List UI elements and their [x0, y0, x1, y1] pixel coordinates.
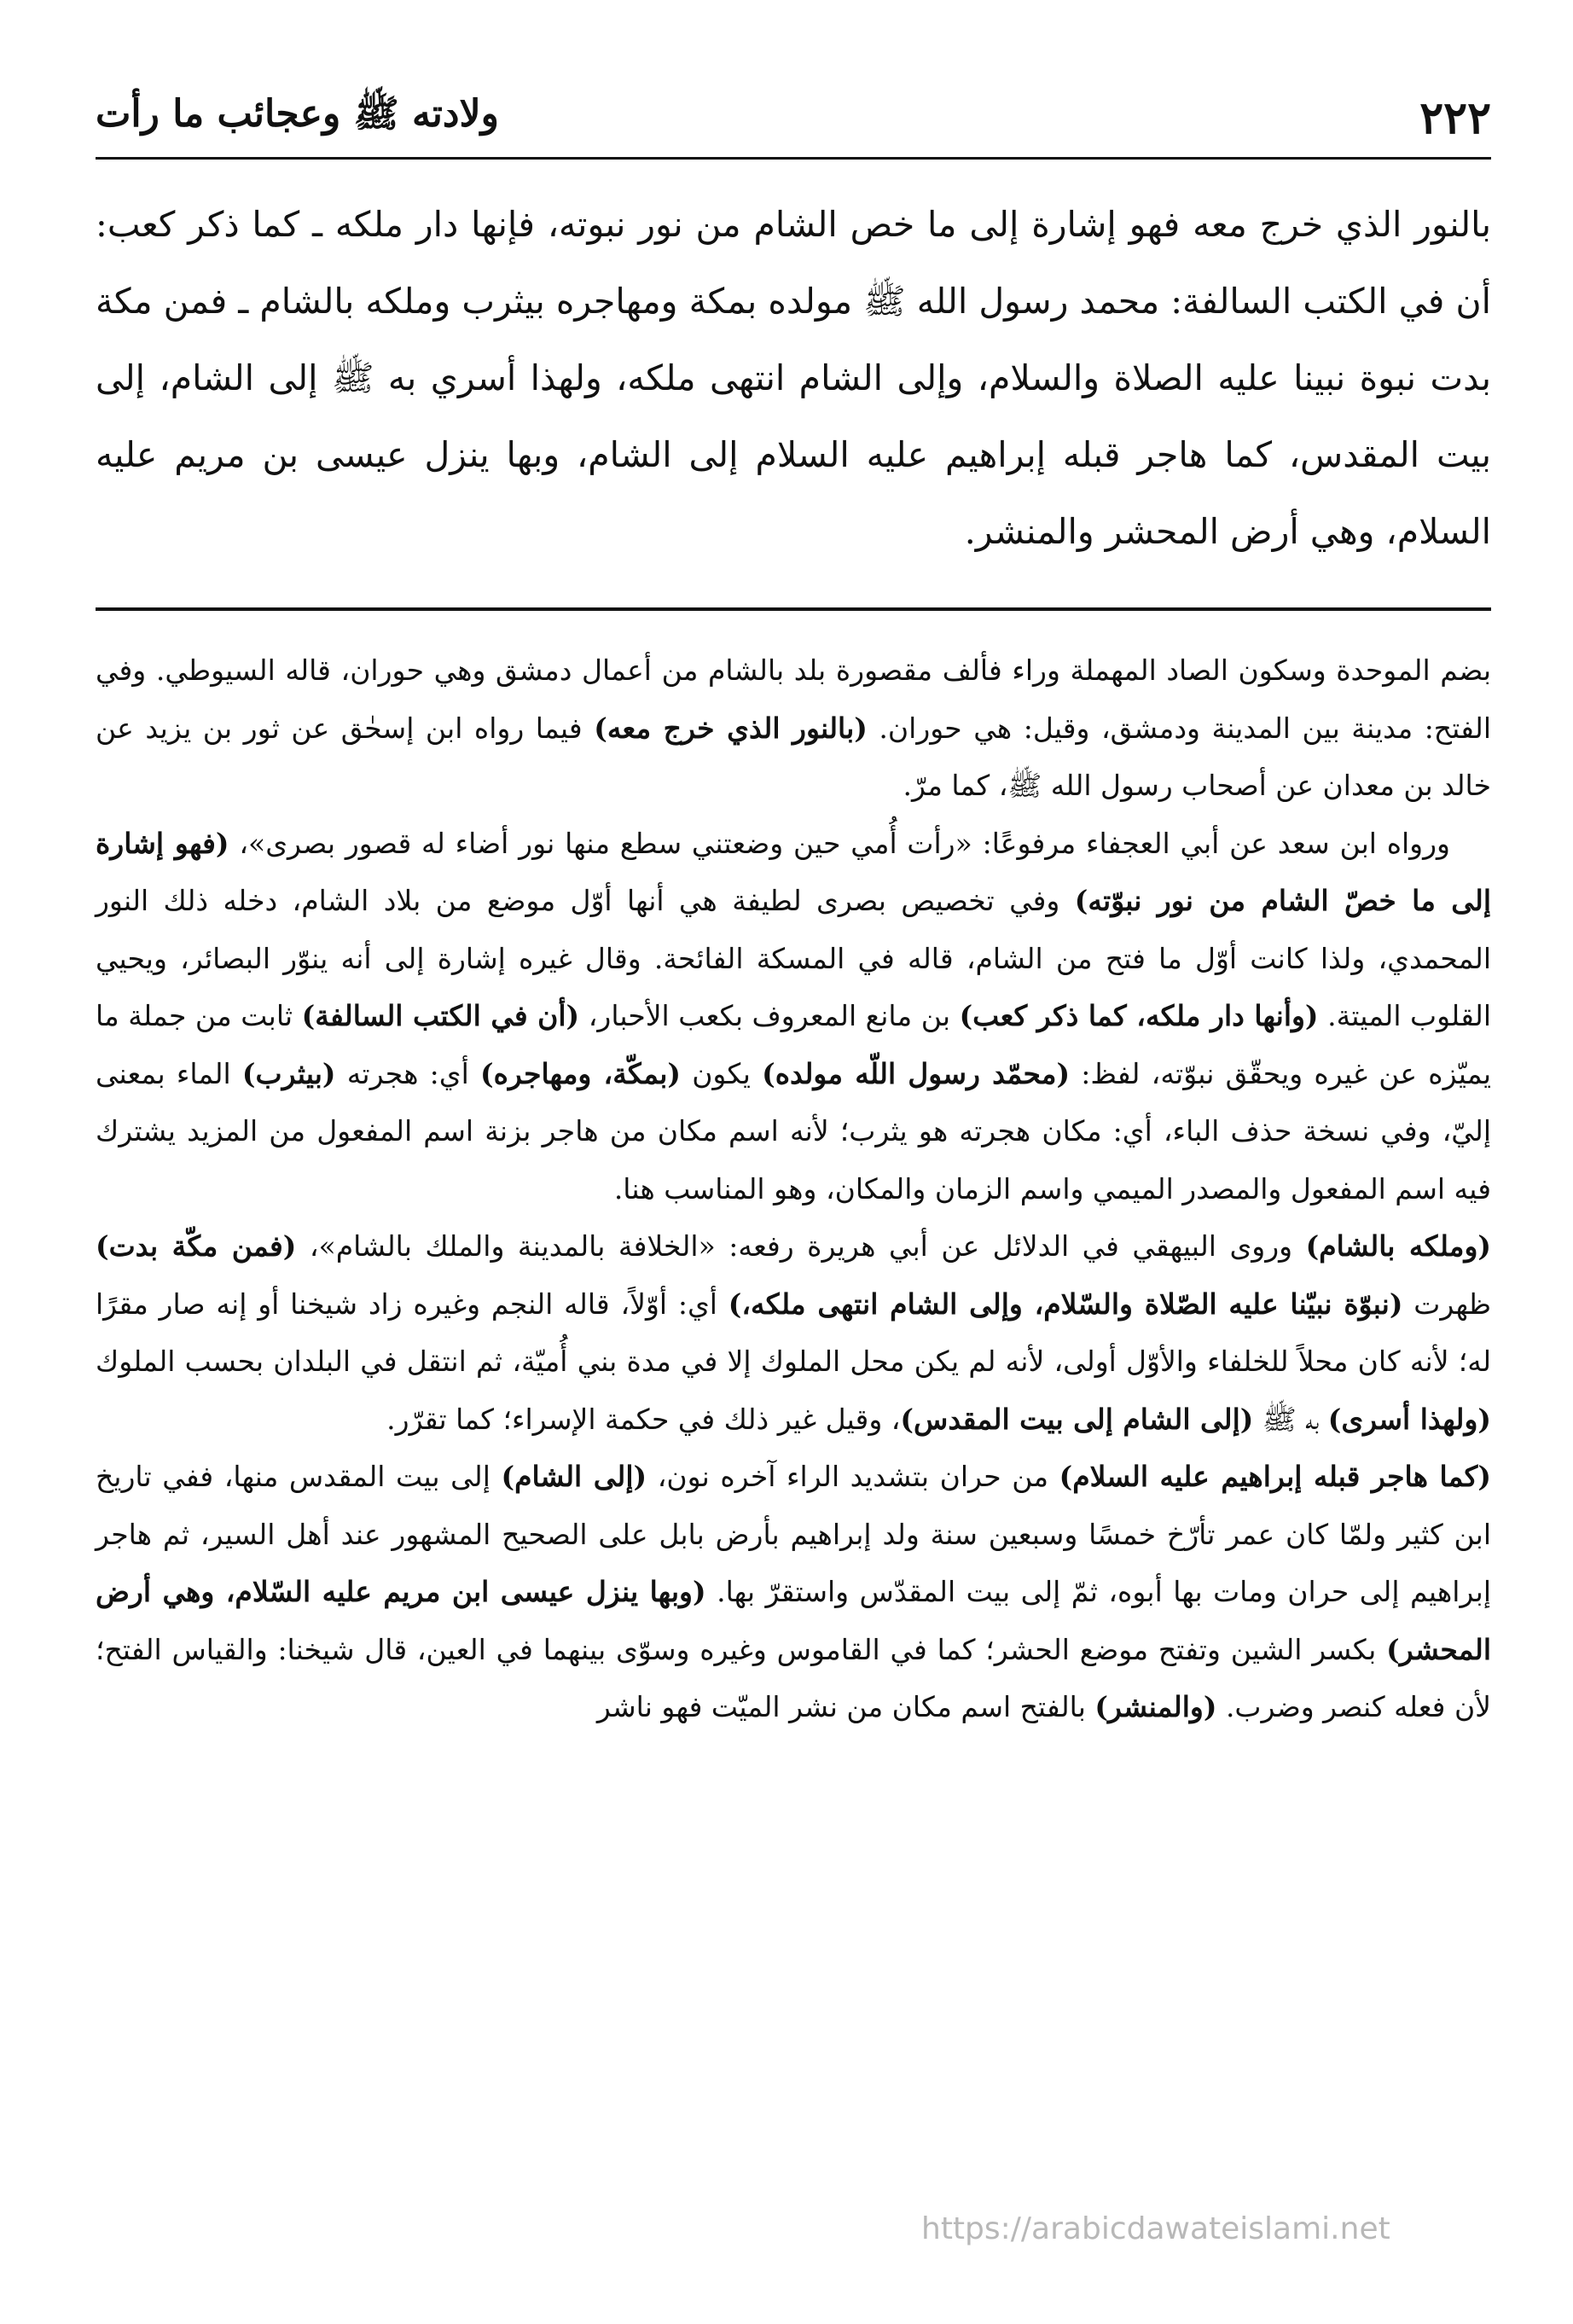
quoted-lemma: (بمكّة، ومهاجره): [479, 1056, 682, 1090]
commentary-text: ، وقيل غير ذلك في حكمة الإسراء؛ كما تقرّر.: [386, 1402, 901, 1436]
commentary-text: ورواه ابن سعد عن أبي العجفاء مرفوعًا: «رأت أُمي حين وضعتني سطع منها نور أضاء له قصور بصرى»،: [229, 826, 1450, 860]
commentary-text: به ﷺ: [1253, 1402, 1328, 1436]
commentary-text: بكسر الشين وتفتح موضع الحشر؛ كما في القاموس وغيره وسوّى بينهما في العين، قال شيخنا: والقياس الفتح؛ لأن فعله كنصر وضرب.: [96, 1632, 1491, 1723]
footnote-separator: [96, 607, 1491, 611]
quoted-lemma: (وبها ينزل عيسى ابن مريم عليه السّلام، وهي أرض المحشر): [96, 1575, 1491, 1666]
commentary-paragraph: [96, 1448, 1491, 1736]
quoted-lemma: (محمّد رسول اللّه مولده): [762, 1056, 1071, 1090]
commentary-text: بالفتح اسم مكان من نشر الميّت فهو ناشر: [596, 1690, 1095, 1723]
quoted-lemma: (والمنشر): [1094, 1690, 1217, 1723]
commentary: [96, 642, 1491, 1736]
commentary-text: ظهرت: [1402, 1287, 1492, 1321]
quoted-lemma: (ولهذا أسرى): [1327, 1402, 1491, 1436]
quoted-lemma: (وأنها دار ملكه، كما ذكر كعب): [959, 999, 1319, 1032]
running-title: ولادته ﷺ وعجائب ما رأت: [96, 92, 499, 136]
commentary-text: بن مانع المعروف بكعب الأحبار،: [579, 999, 960, 1032]
commentary-paragraph: [96, 815, 1491, 1218]
commentary-text: من حران بتشديد الراء آخره نون،: [647, 1460, 1059, 1493]
watermark: https://arabicdawateislami.net: [921, 2211, 1390, 2246]
quoted-lemma: (بيثرب): [241, 1056, 336, 1090]
commentary-text: إلى بيت المقدس منها، ففي تاريخ ابن كثير ولمّا كان عمر تأرّخ خمسًا وسبعين سنة ولد إبراهيم بأرض بابل على الصحيح المشهور عند أهل السير، ثم هاجر إبراهيم إلى حران ومات بها أبوه، ثمّ إلى بيت المقدّس واستقرّ بها.: [96, 1460, 1491, 1608]
commentary-text: فيما رواه ابن إسحٰق عن ثور بن يزيد عن خالد بن معدان عن أصحاب رسول الله ﷺ، كما مرّ.: [96, 711, 1491, 802]
commentary-text: بضم الموحدة وسكون الصاد المهملة وراء فألف مقصورة بلد بالشام من أعمال دمشق وهي حوران، قاله السيوطي. وفي الفتح: مدينة بين المدينة ودمشق، وقيل: هي حوران.: [96, 654, 1491, 745]
commentary-text: وروى البيهقي في الدلائل عن أبي هريرة رفعه: «الخلافة بالمدينة والملك بالشام»،: [296, 1229, 1306, 1263]
main-paragraph: بالنور الذي خرج معه فهو إشارة إلى ما خص الشام من نور نبوته، فإنها دار ملكه ـ كما ذكر كعب: أن في الكتب السالفة: محمد رسول الله ﷺ مولده بمكة ومهاجره بيثرب وملكه بالشام ـ فمن مكة بدت نبوة نبينا عليه الصلاة والسلام، وإلى الشام انتهى ملكه، ولهذا أسري به ﷺ إلى الشام، إلى بيت المقدس، كما هاجر قبله إبراهيم عليه السلام إلى الشام، وبها ينزل عيسى بن مريم عليه السلام، وهي أرض المحشر والمنشر.: [96, 204, 1491, 552]
commentary-text: ثابت من جملة ما يميّزه عن غيره ويحقّق نبوّته، لفظ:: [96, 999, 1492, 1090]
quoted-lemma: (فمن مكّة بدت): [96, 1229, 297, 1263]
commentary-text: أي: أوّلاً، قاله النجم وغيره زاد شيخنا أو إنه صار مقرًا له؛ لأنه كان محلاً للخلفاء والأوّل أولى، لأنه لم يكن محل الملوك إلا في مدة بني أُميّة، ثم انتقل في البلدان بحسب الملوك: [96, 1287, 1492, 1378]
quoted-lemma: (بالنور الذي خرج معه): [594, 711, 868, 745]
commentary-text: أي: هجرته: [335, 1056, 480, 1090]
page-header: [96, 85, 1491, 150]
header-rule: [96, 157, 1491, 160]
quoted-lemma: (إلى الشام): [501, 1460, 647, 1493]
main-text: [96, 186, 1491, 570]
page-number: ٢٢٢: [1419, 91, 1491, 144]
quoted-lemma: (وملكه بالشام): [1305, 1229, 1492, 1263]
commentary-paragraph: [96, 1217, 1491, 1448]
commentary-text: يكون: [681, 1056, 763, 1090]
commentary-text: الماء بمعنى إليّ، وفي نسخة حذف الباء، أي: مكان هجرته هو يثرب؛ لأنه اسم مكان من هاجر بزنة اسم المفعول من المزيد يشترك فيه اسم المفعول والمصدر الميمي واسم الزمان والمكان، وهو المناسب هنا.: [96, 1056, 1491, 1206]
quoted-lemma: (إلى الشام إلى بيت المقدس): [900, 1402, 1254, 1436]
quoted-lemma: (فهو إشارة إلى ما خصّ الشام من نور نبوّته): [96, 826, 1491, 917]
commentary-paragraph: [96, 642, 1491, 815]
quoted-lemma: (أن في الكتب السالفة): [301, 999, 580, 1032]
quoted-lemma: (كما هاجر قبله إبراهيم عليه السلام): [1059, 1460, 1491, 1493]
quoted-lemma: (نبوّة نبيّنا عليه الصّلاة والسّلام، وإلى الشام انتهى ملكه،): [728, 1287, 1403, 1321]
commentary-text: وفي تخصيص بصرى لطيفة هي أنها أوّل موضع من بلاد الشام، دخله ذلك النور المحمدي، ولذا كانت أوّل ما فتح من الشام، قاله في المسكة الفائحة. وقال غيره إشارة إلى أنه ينوّر البصائر، ويحيي القلوب الميتة.: [96, 884, 1491, 1032]
